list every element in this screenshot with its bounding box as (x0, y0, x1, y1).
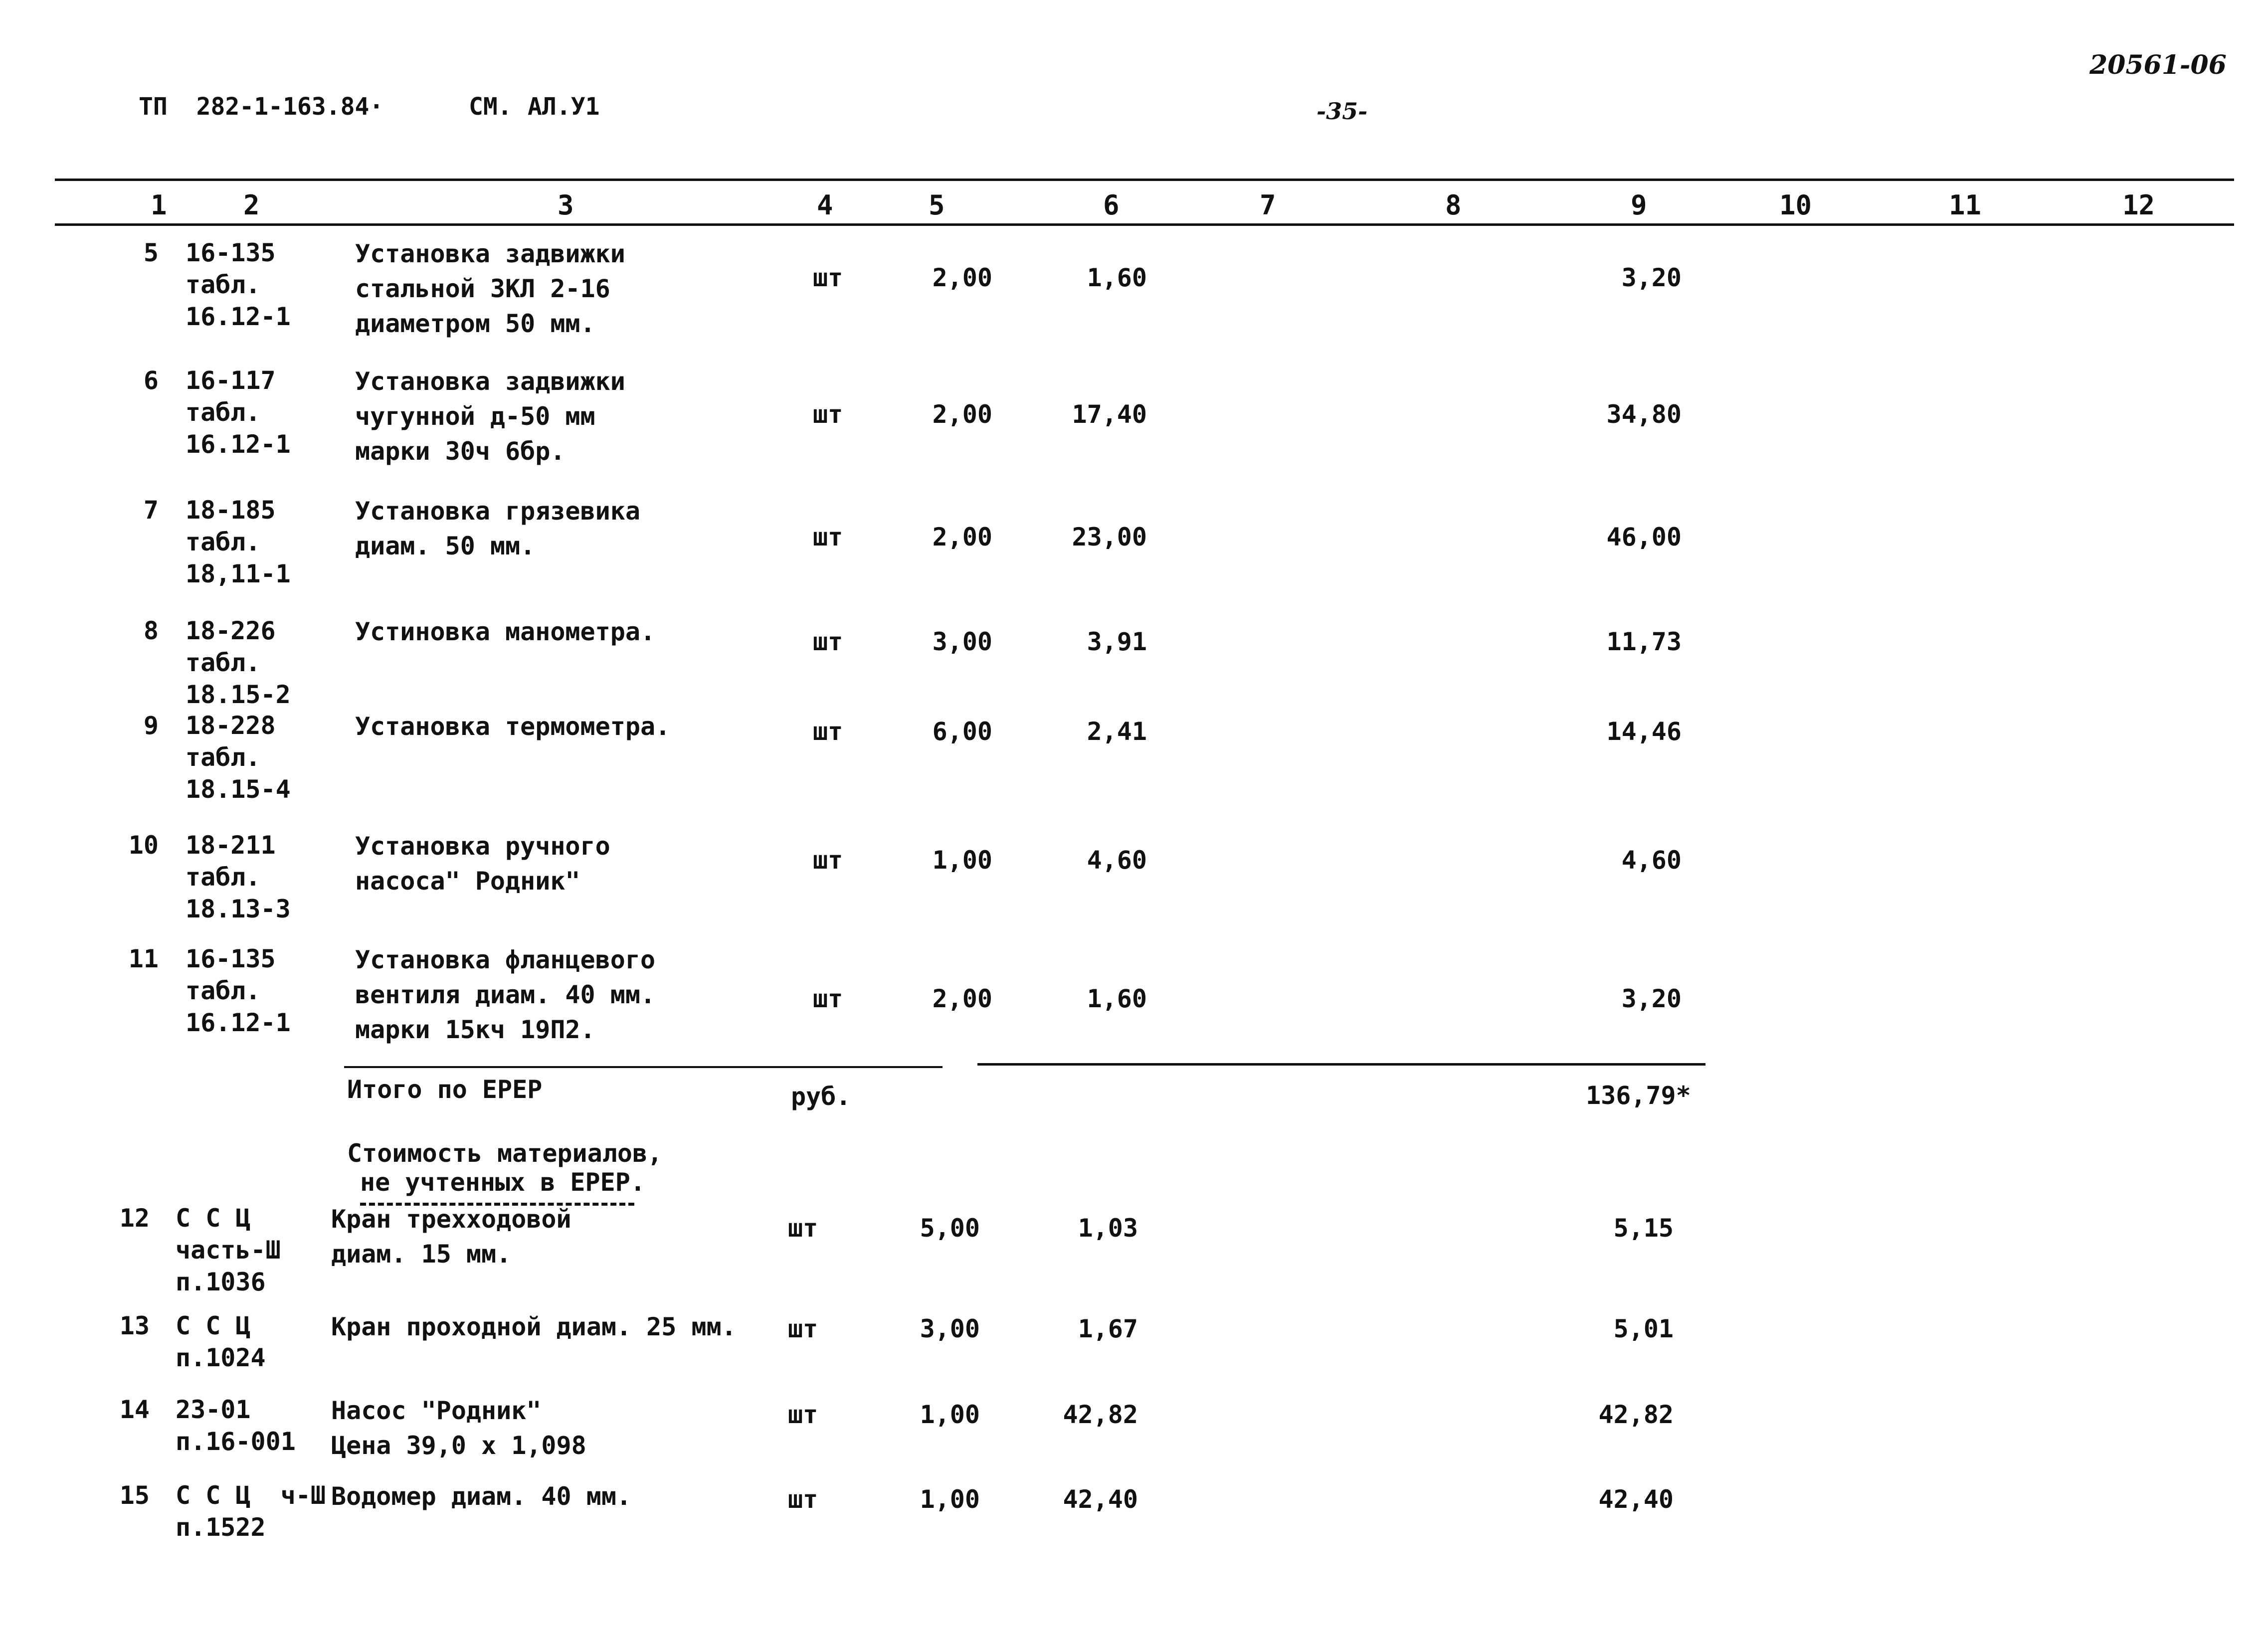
unit-cell: шт (788, 1485, 818, 1514)
norm-code-line: п.1024 (176, 1343, 266, 1372)
item-name-line: вентиля диам. 40 мм. (355, 980, 656, 1009)
item-name-line: насоса" Родник" (355, 867, 580, 896)
unit-cell: шт (813, 846, 843, 875)
unit-price-cell: 42,82 (1063, 1400, 1138, 1429)
materials-heading-underline (360, 1203, 634, 1206)
norm-code-line: С С Ц ч-Ш (176, 1481, 326, 1510)
unit-price-cell: 23,00 (1072, 523, 1147, 551)
item-name-line: стальной ЗКЛ 2-16 (355, 274, 610, 303)
norm-code-line: 23-01 (176, 1395, 251, 1424)
column-number-3: 3 (558, 189, 574, 221)
quantity-cell: 3,00 (932, 627, 992, 656)
unit-cell: шт (813, 717, 843, 746)
unit-cell: шт (813, 263, 843, 292)
page-mark: -35- (1317, 98, 1368, 125)
materials-heading-line-2: не учтенных в ЕРЕР. (360, 1168, 645, 1197)
item-name-line: марки 30ч 6бр. (355, 437, 566, 466)
subtotal-label: Итого по ЕРЕР (347, 1075, 543, 1104)
norm-code-line: п.1036 (176, 1268, 266, 1296)
norm-code-line: 16.12-1 (186, 430, 291, 459)
tp-code: ТП 282-1-163.84· (139, 93, 384, 121)
quantity-cell: 6,00 (932, 717, 992, 746)
unit-cell: шт (788, 1314, 818, 1343)
unit-cell: шт (813, 984, 843, 1013)
row-number: 10 (128, 831, 159, 860)
norm-code-line: табл. (186, 743, 261, 772)
item-name-line: Насос "Родник" (331, 1396, 542, 1425)
total-cost-cell: 3,20 (1621, 984, 1682, 1013)
item-name-line: чугунной д-50 мм (355, 402, 595, 431)
item-name-line: Кран трехходовой (331, 1205, 571, 1234)
row-number: 11 (128, 944, 159, 973)
album-prefix: СМ. (469, 93, 512, 121)
row-number: 5 (143, 238, 159, 267)
item-name-line: Кран проходной диам. 25 мм. (331, 1312, 737, 1341)
quantity-cell: 1,00 (932, 846, 992, 875)
total-cost-cell: 42,40 (1598, 1485, 1674, 1514)
quantity-cell: 5,00 (920, 1214, 980, 1243)
norm-code-line: табл. (186, 270, 261, 299)
column-number-2: 2 (243, 189, 260, 221)
unit-price-cell: 17,40 (1072, 400, 1147, 429)
row-number: 7 (143, 496, 159, 525)
column-number-9: 9 (1631, 189, 1647, 221)
quantity-cell: 1,00 (920, 1485, 980, 1514)
unit-cell: шт (813, 523, 843, 551)
norm-code-line: С С Ц (176, 1204, 251, 1233)
norm-code-line: 18-211 (186, 831, 276, 860)
subtotal-rule-right (977, 1063, 1705, 1066)
item-name-line: Установка грязевика (355, 497, 640, 526)
unit-cell: шт (813, 627, 843, 656)
item-name-line: Цена 39,0 х 1,098 (331, 1431, 586, 1460)
item-name-line: диаметром 50 мм. (355, 309, 595, 338)
total-cost-cell: 42,82 (1598, 1400, 1674, 1429)
item-name-line: Установка задвижки (355, 239, 625, 268)
column-number-12: 12 (2122, 189, 2155, 221)
total-cost-cell: 46,00 (1606, 523, 1682, 551)
subtotal-unit: руб. (791, 1082, 851, 1111)
unit-price-cell: 2,41 (1087, 717, 1147, 746)
column-number-1: 1 (151, 189, 167, 221)
total-cost-cell: 11,73 (1606, 627, 1682, 656)
norm-code-line: 18-228 (186, 711, 276, 740)
norm-code-line: С С Ц (176, 1311, 251, 1340)
header-bottom-rule (55, 223, 2234, 226)
album-code: АЛ.У1 (528, 93, 600, 121)
item-name-line: Установка ручного (355, 832, 610, 861)
unit-price-cell: 1,03 (1078, 1214, 1138, 1243)
norm-code-line: табл. (186, 976, 261, 1005)
norm-code-line: 18,11-1 (186, 559, 291, 588)
item-name-line: диам. 50 мм. (355, 532, 536, 560)
norm-code-line: табл. (186, 648, 261, 677)
column-number-10: 10 (1779, 189, 1812, 221)
column-number-4: 4 (817, 189, 833, 221)
norm-code-line: 18.13-3 (186, 895, 291, 923)
norm-code-line: 16.12-1 (186, 302, 291, 331)
total-cost-cell: 14,46 (1606, 717, 1682, 746)
total-cost-cell: 5,01 (1613, 1314, 1674, 1343)
norm-code-line: табл. (186, 863, 261, 892)
norm-code-line: табл. (186, 528, 261, 556)
column-number-5: 5 (929, 189, 945, 221)
item-name-line: марки 15кч 19П2. (355, 1015, 595, 1044)
subtotal-rule-left (344, 1066, 943, 1068)
quantity-cell: 1,00 (920, 1400, 980, 1429)
row-number: 8 (143, 616, 159, 645)
total-cost-cell: 5,15 (1613, 1214, 1674, 1243)
item-name-line: Установка задвижки (355, 367, 625, 396)
norm-code-line: часть-Ш (176, 1236, 281, 1265)
item-name-line: Водомер диам. 40 мм. (331, 1482, 632, 1511)
row-number: 14 (119, 1395, 150, 1424)
norm-code-line: 16-135 (186, 238, 276, 267)
norm-code-line: п.16-001 (176, 1427, 296, 1456)
subtotal-total: 136,79* (1586, 1081, 1691, 1110)
unit-price-cell: 42,40 (1063, 1485, 1138, 1514)
norm-code-line: табл. (186, 398, 261, 427)
quantity-cell: 2,00 (932, 984, 992, 1013)
norm-code-line: 18.15-4 (186, 775, 291, 804)
column-number-7: 7 (1260, 189, 1276, 221)
unit-cell: шт (788, 1400, 818, 1429)
norm-code-line: 16-117 (186, 366, 276, 395)
norm-code-line: 18-185 (186, 496, 276, 525)
top-rule (55, 179, 2234, 181)
item-name-line: Установка фланцевого (355, 945, 656, 974)
item-name-line: Установка термометра. (355, 712, 671, 741)
unit-price-cell: 1,60 (1087, 984, 1147, 1013)
total-cost-cell: 3,20 (1621, 263, 1682, 292)
item-name-line: Устиновка манометра. (355, 617, 656, 646)
column-number-6: 6 (1103, 189, 1120, 221)
row-number: 6 (143, 366, 159, 395)
unit-price-cell: 3,91 (1087, 627, 1147, 656)
total-cost-cell: 4,60 (1621, 846, 1682, 875)
unit-cell: шт (813, 400, 843, 429)
unit-price-cell: 1,60 (1087, 263, 1147, 292)
quantity-cell: 2,00 (932, 400, 992, 429)
total-cost-cell: 34,80 (1606, 400, 1682, 429)
row-number: 15 (119, 1481, 150, 1510)
materials-heading-line-1: Стоимость материалов, (347, 1139, 663, 1168)
norm-code-line: 16.12-1 (186, 1008, 291, 1037)
column-number-11: 11 (1949, 189, 1982, 221)
row-number: 9 (143, 711, 159, 740)
unit-price-cell: 4,60 (1087, 846, 1147, 875)
row-number: 13 (119, 1311, 150, 1340)
column-number-8: 8 (1445, 189, 1462, 221)
quantity-cell: 2,00 (932, 263, 992, 292)
norm-code-line: 18.15-2 (186, 680, 291, 709)
item-name-line: диам. 15 мм. (331, 1240, 512, 1269)
quantity-cell: 3,00 (920, 1314, 980, 1343)
unit-cell: шт (788, 1214, 818, 1243)
archive-number: 20561-06 (2089, 50, 2227, 80)
row-number: 12 (119, 1204, 150, 1233)
quantity-cell: 2,00 (932, 523, 992, 551)
norm-code-line: 16-135 (186, 944, 276, 973)
norm-code-line: п.1522 (176, 1513, 266, 1542)
norm-code-line: 18-226 (186, 616, 276, 645)
unit-price-cell: 1,67 (1078, 1314, 1138, 1343)
